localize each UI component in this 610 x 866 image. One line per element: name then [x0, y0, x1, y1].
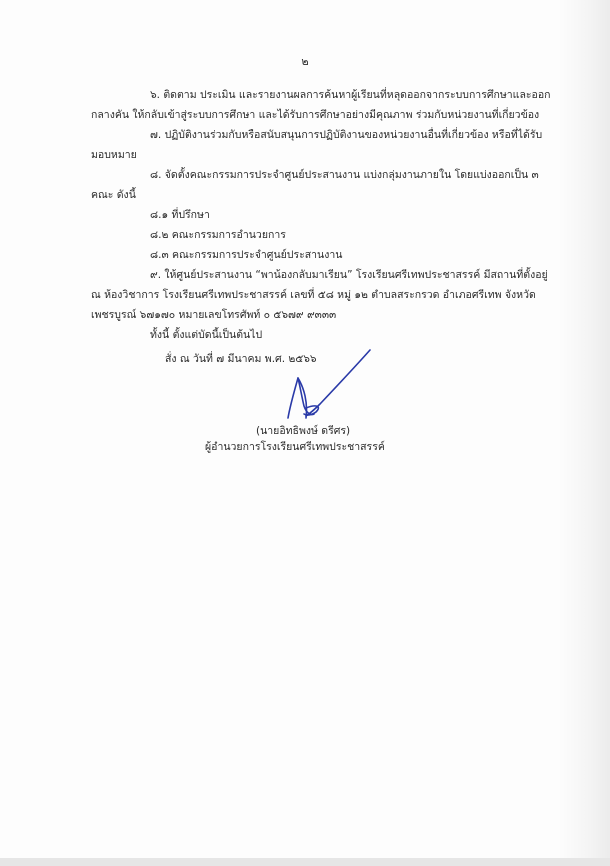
list-item-8-1: ๘.๑ ที่ปรึกษา [150, 209, 210, 221]
order-date: สั่ง ณ วันที่ ๗ มีนาคม พ.ศ. ๒๕๖๖ [165, 353, 317, 365]
list-item-8-2: ๘.๒ คณะกรรมการอำนวยการ [150, 229, 286, 241]
paragraph-7-line-2: มอบหมาย [91, 149, 137, 161]
paragraph-9-line-3: เพชรบูรณ์ ๖๗๑๗๐ หมายเลขโทรศัพท์ ๐ ๕๖๗๙ ๙๓๓๓ [91, 309, 337, 321]
paragraph-6-line-1: ๖. ติดตาม ประเมิน และรายงานผลการค้นหาผู้เรียนที่หลุดออกจากระบบการศึกษาและออก [150, 89, 551, 101]
paragraph-9-line-1: ๙. ให้ศูนย์ประสานงาน “พาน้องกลับมาเรียน” โรงเรียนศรีเทพประชาสรรค์ มีสถานที่ตั้งอยู่ [150, 269, 548, 281]
page-number: ๒ [301, 55, 309, 68]
scan-bottom-edge [0, 858, 610, 866]
list-item-8-3: ๘.๓ คณะกรรมการประจำศูนย์ประสานงาน [150, 249, 343, 261]
paragraph-8-line-2: คณะ ดังนี้ [91, 189, 136, 201]
scan-shadow [558, 0, 610, 866]
paragraph-8-line-1: ๘. จัดตั้งคณะกรรมการประจำศูนย์ประสานงาน แบ่งกลุ่มงานภายใน โดยแบ่งออกเป็น ๓ [150, 169, 539, 181]
closing-statement: ทั้งนี้ ตั้งแต่บัดนี้เป็นต้นไป [150, 329, 263, 341]
paragraph-9-line-2: ณ ห้องวิชาการ โรงเรียนศรีเทพประชาสรรค์ เลขที่ ๕๘ หมู่ ๑๒ ตำบลสระกรวด อำเภอศรีเทพ จังหวัด [91, 289, 536, 301]
signatory-title: ผู้อำนวยการโรงเรียนศรีเทพประชาสรรค์ [205, 441, 385, 453]
paragraph-7-line-1: ๗. ปฏิบัติงานร่วมกับหรือสนับสนุนการปฏิบัติงานของหน่วยงานอื่นที่เกี่ยวข้อง หรือที่ได้รับ [150, 129, 543, 141]
paragraph-6-line-2: กลางคัน ให้กลับเข้าสู่ระบบการศึกษา และได้รับการศึกษาอย่างมีคุณภาพ ร่วมกับหน่วยงานที่เกี่ยวข้อง [91, 109, 540, 121]
signatory-name: (นายอิทธิพงษ์ ดรีศร) [256, 425, 351, 437]
